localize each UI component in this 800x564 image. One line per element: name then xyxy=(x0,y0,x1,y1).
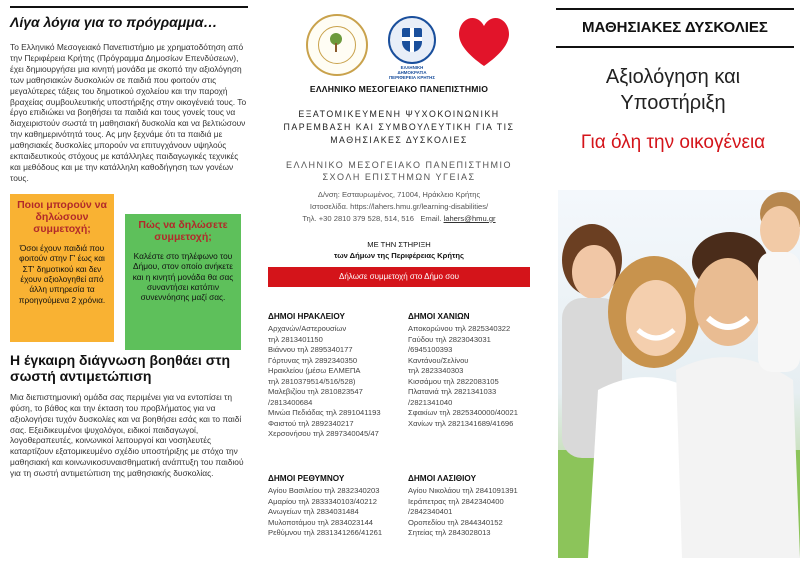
municipality-line: Μινώα Πεδιάδας τηλ 2891041193 xyxy=(268,408,381,418)
municipality-line: Χανίων τηλ 2821341689/41696 xyxy=(408,418,514,428)
group-title: ΔΗΜΟΙ ΗΡΑΚΛΕΙΟΥ xyxy=(268,312,345,321)
municipalities xyxy=(262,312,536,564)
address: Δ/νση: Εσταυρωμένος, 71004, Ηράκλειο Κρήτης xyxy=(317,190,481,200)
school-name: ΣΧΟΛΗ ΕΠΙΣΤΗΜΩΝ ΥΓΕΙΑΣ xyxy=(322,171,476,182)
group-list xyxy=(408,486,536,539)
municipality-line: /2821341040 xyxy=(408,397,453,407)
municipality-line: τηλ 2810379514/516/528) xyxy=(268,376,356,386)
municipality-line: Καντάνου/Σελίνου xyxy=(408,355,469,365)
group-title: ΔΗΜΟΙ ΡΕΘΥΜΝΟΥ xyxy=(268,474,345,483)
municipality-line: Αμαρίου τηλ 2833340103/40212 xyxy=(268,496,377,506)
cover-subtitle-line-2: Υποστήριξη xyxy=(620,92,726,114)
info-boxes xyxy=(10,194,248,346)
register-banner: Δήλωσε συμμετοχή στο Δήμο σου xyxy=(268,267,530,287)
section-title-diagnosis: Η έγκαιρη διάγνωση βοηθάει στη σωστή αντιμετώπιση xyxy=(10,351,231,384)
greek-emblem-icon xyxy=(388,16,436,64)
cover-title: ΜΑΘΗΣΙΑΚΕΣ ΔΥΣΚΟΛΙΕΣ xyxy=(556,8,794,48)
municipality-group-rethymno xyxy=(268,474,404,539)
municipality-line: Οροπεδίου τηλ 2844340152 xyxy=(408,517,503,527)
cover-subtitle-line-1: Αξιολόγηση και xyxy=(605,66,741,88)
cover-subtitle xyxy=(546,64,800,116)
municipality-line: τηλ 2823340303 xyxy=(408,366,464,376)
phone: Τηλ. +30 2810 379 528, 514, 516 xyxy=(302,213,414,223)
about-text: Το Ελληνικό Μεσογειακό Πανεπιστήμιο με χρηματοδότηση από την Περιφέρεια Κρήτης (Πρόγραμμα Δημοσίων Επενδύσεων), έχει δημιουργήσει μια κινητή μονάδα με σκοπό την αξιολόγηση των μαθησιακών δυσκολιών σε παιδιά που φοιτούν στις μεγαλύτερες τάξεις του δημοτικού σχολείου και την παροχή βραχείας συμβουλευτικής υποστήριξης στην οικογένειά τους. Το έργο επιδιώκει να βοηθήσει τα παιδιά και τους γονείς τους να διαχειριστούν σωστά τη μαθησιακή δυσκολία και να βελτιώσουν την καθημερινότητά τους. Ας μην ξεχνάμε ότι τα παιδιά με μαθησιακές δυσκολίες μπορούν να επιτυγχάνουν υψηλούς εκπαιδευτικούς στόχους με κατάλληλες παιδαγωγικές τεχνικές και μεθόδους και με την κατάλληλη καθοδήγηση των γονέων τους. xyxy=(10,42,247,183)
how-to-apply-box xyxy=(125,214,241,350)
municipality-line: Ανωγείων τηλ 2834031484 xyxy=(268,507,359,517)
municipality-line: /2813400684 xyxy=(268,397,313,407)
municipality-line: Αρχανών/Αστερουσίων xyxy=(268,324,347,333)
right-panel xyxy=(546,0,800,564)
heart-icon xyxy=(456,12,512,68)
diagnosis-text: Μια διεπιστημονική ομάδα σας περιμένει για να εντοπίσει τη φύση, το βάθος και την έκταση του προβλήματος για να αξιολογήσει τυχόν δυσκολίες και να βοηθήσει εσάς και το παιδί σας. Εξειδικευμένοι ψυχολόγοι, ειδικοί παιδαγωγοί, λογοθεραπευτές, κοινωνικοί λειτουργοί και νοσηλευτές καταρτίζουν εξατομικευμένο σχέδιο υποστήριξης με στόχο την μαθησιακή και κοινωνικοσυναισθηματική ανάπτυξη του παιδιού για τη σωστή αντιμετώπιση της μαθησιακής δυσκολίας. xyxy=(10,391,244,479)
cover-tagline: Για όλη την οικογένεια xyxy=(580,132,766,153)
municipality-line: Αγίου Βασιλείου τηλ 2832340203 xyxy=(268,486,380,495)
municipality-line: τηλ 2813401150 xyxy=(268,334,323,344)
phone-email xyxy=(266,213,532,225)
group-list xyxy=(268,486,404,539)
municipality-line: /2842340401 xyxy=(408,507,453,517)
lahers-logo xyxy=(448,12,522,82)
how-to-apply-text: Καλέστε στο τηλέφωνο του Δήμου, στον οποίο ανήκετε και η κινητή μονάδα θα σας συναντήσει κατόπιν συνεννόησης μαζί σας. xyxy=(132,250,234,303)
eligibility-box xyxy=(10,194,114,342)
municipality-line: Μυλοποτάμου τηλ 2834023144 xyxy=(268,517,374,527)
municipality-line: Κισσάμου τηλ 2822083105 xyxy=(408,376,499,386)
group-list xyxy=(268,324,404,440)
municipality-line: Σητείας τηλ 2843028013 xyxy=(408,528,491,538)
email-link[interactable]: lahers@hmu.gr xyxy=(443,213,496,223)
municipality-group-heraklion xyxy=(268,312,404,440)
region-crete-logo xyxy=(388,16,436,80)
group-title: ΔΗΜΟΙ ΧΑΝΙΩΝ xyxy=(408,312,470,321)
municipality-line: Γαύδου τηλ 2823043031 xyxy=(408,334,491,344)
municipality-line: Σφακίων τηλ 2825340000/40021 xyxy=(408,408,518,418)
municipality-line: Ρεθύμνου τηλ 2831341266/41261 xyxy=(268,528,383,538)
eligibility-text: Όσοι έχουν παιδιά που φοιτούν στην Γ' έως και ΣΤ' δημοτικού και δεν έχουν αξιολογηθεί από άλλη υπηρεσία τα προηγούμενα 2 χρόνια. xyxy=(18,242,106,305)
eligibility-title: Ποιοι μπορούν να δηλώσουν συμμετοχή; xyxy=(17,198,107,235)
municipality-line: Μαλεβιζίου τηλ 2810823547 xyxy=(268,387,363,397)
municipality-line: Ιεράπετρας τηλ 2842340400 xyxy=(408,496,504,506)
university-name: ΕΛΛΗΝΙΚΟ ΜΕΣΟΓΕΙΑΚΟ ΠΑΝΕΠΙΣΤΗΜΙΟ xyxy=(309,84,489,94)
logo-row xyxy=(266,6,532,90)
municipality-line: Γόρτυνας τηλ 2892340350 xyxy=(268,355,358,365)
left-panel xyxy=(0,0,258,564)
municipality-group-lasithi xyxy=(408,474,536,539)
support-note xyxy=(266,239,532,261)
email-label: Email. xyxy=(420,213,442,223)
how-to-apply-title: Πώς να δηλώσετε συμμετοχή; xyxy=(138,218,228,243)
contact-info xyxy=(266,189,532,224)
municipality-line: Πλατανιά τηλ 2821341033 xyxy=(408,387,497,397)
divider xyxy=(10,6,248,8)
tree-icon xyxy=(328,32,344,54)
support-line-2: των Δήμων της Περιφέρειας Κρήτης xyxy=(334,250,464,260)
municipality-group-chania xyxy=(408,312,536,429)
section-title-about: Λίγα λόγια για το πρόγραμμα… xyxy=(10,14,218,30)
municipality-line: Αποκορώνου τηλ 2825340322 xyxy=(408,324,511,333)
family-photo xyxy=(558,190,800,558)
municipality-line: Χερσονήσου τηλ 2897340045/47 xyxy=(268,429,379,439)
region-crete-caption: ΕΛΛΗΝΙΚΗ ΔΗΜΟΚΡΑΤΙΑ ΠΕΡΙΦΕΡΕΙΑ ΚΡΗΤΗΣ xyxy=(388,65,435,80)
middle-panel xyxy=(262,0,536,564)
municipality-line: Βιάννου τηλ 2895340177 xyxy=(268,345,353,355)
group-list xyxy=(408,324,536,429)
support-line-1: ΜΕ ΤΗΝ ΣΤΗΡΙΞΗ xyxy=(367,239,431,249)
university-block xyxy=(266,160,532,183)
group-title: ΔΗΜΟΙ ΛΑΣΙΘΙΟΥ xyxy=(408,474,477,483)
municipality-line: Ηρακλείου (μέσω ΕΛΜΕΠΑ xyxy=(268,366,361,376)
municipality-line: Φαιστού τηλ 2892340217 xyxy=(268,418,354,428)
municipality-line: Αγίου Νικολάου τηλ 2841091391 xyxy=(408,486,518,495)
website-link[interactable]: Ιστοσελίδα. https://lahers.hmu.gr/learning-disabilities/ xyxy=(309,202,489,211)
university-logo xyxy=(306,14,368,76)
municipality-line: /6945100393 xyxy=(408,345,453,355)
project-title: ΕΞΑΤΟΜΙΚΕΥΜΕΝΗ ΨΥΧΟΚΟΙΝΩΝΙΚΗ ΠΑΡΕΜΒΑΣΗ ΚΑΙ ΣΥΜΒΟΥΛΕΥΤΙΚΗ ΓΙΑ ΤΙΣ ΜΑΘΗΣΙΑΚΕΣ ΔΥΣΚΟΛΙΕΣ xyxy=(283,109,515,145)
university-name-2: ΕΛΛΗΝΙΚΟ ΜΕΣΟΓΕΙΑΚΟ ΠΑΝΕΠΙΣΤΗΜΙΟ xyxy=(285,160,513,171)
lahers-logo-text: LaHeRS xyxy=(462,64,505,76)
